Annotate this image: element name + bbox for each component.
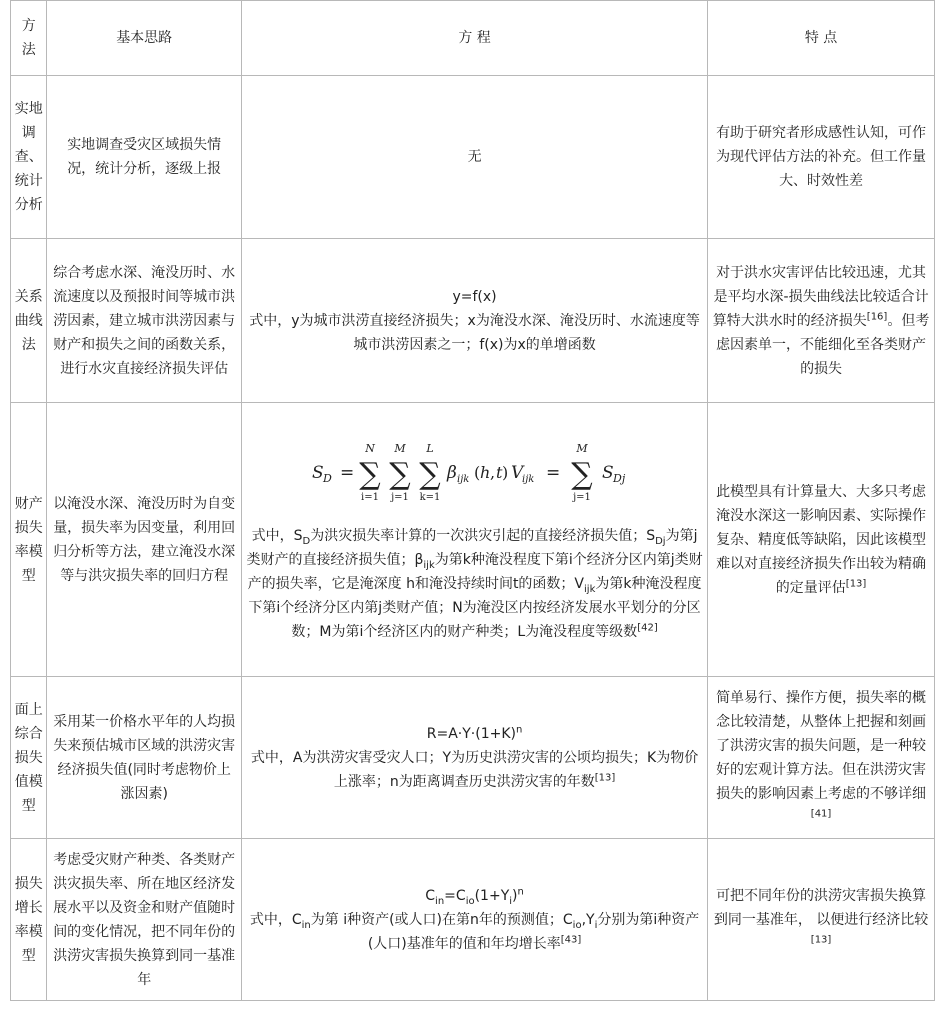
feature-text-tail: 。但考虑因素单一，不能细化至各类财产的损失 [716,312,930,377]
svg-text:j=1: j=1 [572,491,591,503]
svg-text:=: = [339,462,354,483]
svg-text:k=1: k=1 [419,491,440,503]
svg-text:S: S [601,462,614,483]
feature-cell [708,239,935,403]
svg-text:D: D [322,471,332,485]
method-cell: 实地调查、统计分析 [11,76,47,239]
svg-text:M: M [575,441,588,455]
equation-description: 式中，A为洪涝灾害受灾人口；Y为历史洪涝灾害的公顷均损失；K为物价上涨率；n为距离调查历史洪涝灾害的年数[13] [250,749,699,790]
header-method: 方法 [11,1,47,76]
idea-cell: 考虑受灾财产种类、各类财产洪灾损失率、所在地区经济发展水平以及资金和财产值随时间的变化情况，把不同年份的洪涝灾害损失换算到同一基准年 [47,839,242,1001]
comparison-table [10,0,935,1001]
svg-text:V: V [510,462,523,483]
equation-description: 式中，$C_{in}$为第 i种资产(或人口)在第n年的预测值；$C_{io},Y_i$分别为第i种资产(人口)基准年的值和年均增长率[43] [249,911,700,952]
citation-ref: [43] [560,933,582,945]
svg-text:Dj: Dj [612,471,625,485]
equation-cell [241,239,707,403]
equation-cell [241,677,707,839]
svg-text:∑: ∑ [388,456,411,492]
table-row [11,839,935,1001]
feature-text: 可把不同年份的洪涝灾害损失换算到同一基准年， 以便进行经济比较 [713,887,929,928]
header-idea: 基本思路 [47,1,242,76]
idea-cell: 综合考虑水深、淹没历时、水流速度以及预报时间等城市洪涝因素，建立城市洪涝因素与财产和损失之间的函数关系，进行水灾直接经济损失评估 [47,239,242,403]
equation-cell: 无 [241,76,707,239]
equation-formula: $C_{in}=C_{io}(1+Y_i)^n$ [425,885,524,907]
svg-text:β: β [446,462,457,483]
svg-text:∑: ∑ [418,456,441,492]
method-cell: 面上综合损失值模型 [11,677,47,839]
svg-text:,: , [489,462,495,482]
svg-text:h: h [479,462,490,482]
citation-ref: [41] [810,807,832,819]
svg-text:∑: ∑ [358,456,381,492]
table-row [11,677,935,839]
equation-formula: $R=A\cdot Y\cdot(1+K)^n$ [426,723,523,742]
method-cell: 财产损失率模型 [11,403,47,677]
svg-text:t: t [495,462,502,482]
svg-text:=: = [545,462,560,483]
feature-cell: 有助于研究者形成感性认知，可作为现代评估方法的补充。但工作量大、时效性差 [708,76,935,239]
citation-ref: [16] [866,310,888,322]
method-cell: 损失增长率模型 [11,839,47,1001]
svg-text:∑: ∑ [570,456,593,492]
citation-ref: [13] [845,577,867,589]
method-cell: 关系曲线法 [11,239,47,403]
citation-ref: [42] [637,621,658,633]
equation-formula: y=f(x) [452,288,497,305]
feature-cell [708,403,935,677]
idea-cell: 采用某一价格水平年的人均损失来预估城市区域的洪涝灾害经济损失值(同时考虑物价上涨因素) [47,677,242,839]
equation-description: 式中，y为城市洪涝直接经济损失；x为淹没水深、淹没历时、水流速度等城市洪涝因素之一；f(x)为x的单增函数 [249,312,700,353]
feature-text: 简单易行、操作方便，损失率的概念比较清楚，从整体上把握和刻画了洪涝灾害的损失问题，是一种较好的宏观计算方法。但在洪涝灾害损失的影响因素上考虑的不够详细 [716,689,927,802]
feature-text: 对于洪水灾害评估比较迅速，尤其是平均水深-损失曲线法比较适合计算特大洪水时的经济损失 [712,264,929,329]
equation-description: 式中，$S_D$为洪灾损失率计算的一次洪灾引起的直接经济损失值；$S_{Dj}$为第j类财产的直接经济损失值；$\beta_{ijk}$为第k种淹没程度下第i个经济分区内第j类财产的损失率，它是淹深度 h和淹没持续时间t的函数；$V_{ijk}$为第k种淹没程度下第i个经济分区内第j类财产值；N为淹没区内按经济发展水平划分的分区数；M为第i个经济区内的财产种类；L为淹没程度等级数[42] [246,527,703,640]
equation-cell [241,403,707,677]
svg-text:i=1: i=1 [360,491,379,503]
idea-cell: 实地调查受灾区域损失情况，统计分析，逐级上报 [47,76,242,239]
equation-cell [241,839,707,1001]
header-feature: 特 点 [708,1,935,76]
svg-text:S: S [311,462,324,483]
svg-text:ijk: ijk [456,473,469,485]
svg-text:(: ( [473,462,480,482]
table-row [11,76,935,239]
svg-text:N: N [364,441,375,455]
svg-text:ijk: ijk [521,473,534,485]
table-row [11,239,935,403]
idea-cell: 以淹没水深、淹没历时为自变量，损失率为因变量，利用回归分析等方法，建立淹没水深等与洪灾损失率的回归方程 [47,403,242,677]
header-equation: 方 程 [241,1,707,76]
svg-text:j=1: j=1 [390,491,409,503]
svg-text:M: M [393,441,406,455]
table-row [11,403,935,677]
feature-text: 此模型具有计算量大、大多只考虑淹没水深这一影响因素、实际操作复杂、精度低等缺陷，因此该模型难以对直接经济损失作出较为精确的定量评估 [716,483,927,596]
header-row [11,1,935,76]
citation-ref: [13] [594,771,616,783]
citation-ref: [13] [810,933,832,945]
feature-cell [708,677,935,839]
loss-rate-equation [310,440,640,504]
svg-text:L: L [425,441,434,455]
feature-cell [708,839,935,1001]
svg-text:): ) [501,462,508,482]
